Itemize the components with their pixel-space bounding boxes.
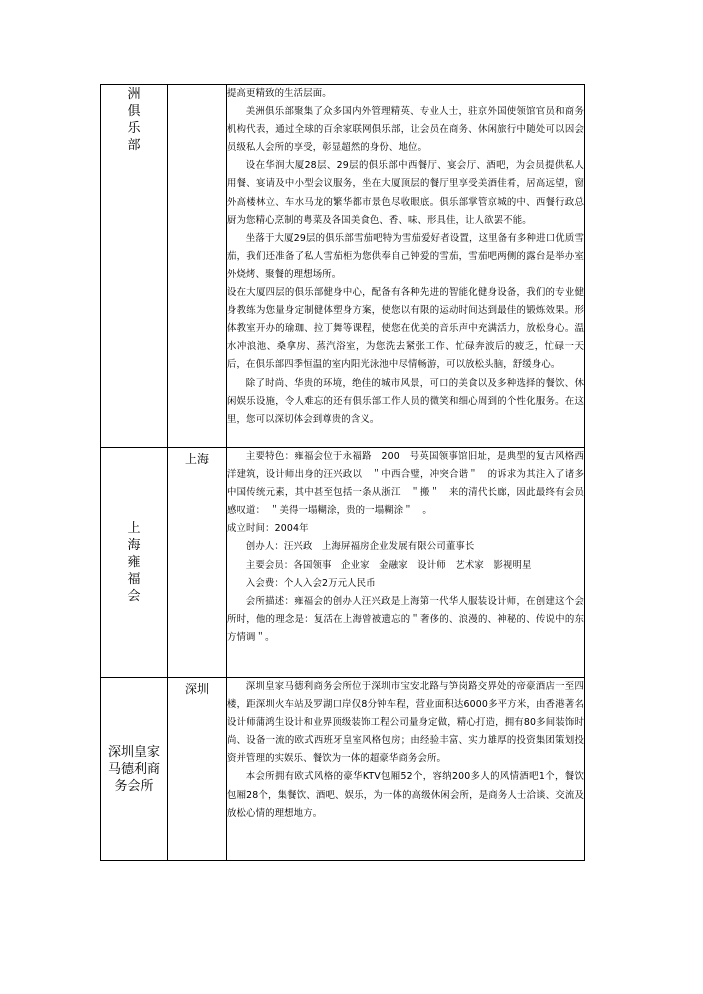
city-name: 深圳	[184, 682, 209, 696]
paragraph: 设在大厦四层的俱乐部健身中心，配备有各种先进的智能化健身设备，我们的专业健身教练为您量身定制健体塑身方案，使您以有限的运动时间达到最佳的锻炼效果。形体教室开办的瑜珈、拉丁舞等课程，使您在优美的音乐声中充满活力，放松身心。温水冲浪池、桑拿房、蒸汽浴室，为您洗去紧张工作、忙碌奔波后的疲乏，忙碌一天后，在俱乐部四季恒温的室内阳光泳池中尽情畅游，可以放松头脑，舒缓身心。	[227, 287, 584, 371]
paragraph: 会所描述：雍福会的创办人汪兴政是上海第一代华人服装设计师，在创建这个会所时，他的理念是：复活在上海曾被遗忘的＂奢侈的、浪漫的、神秘的、传说中的东方情调＂。	[227, 595, 584, 643]
paragraph: 本会所拥有欧式风格的豪华KTV包厢52个，容纳200多人的风情酒吧1个，餐饮包厢28个，集餐饮、酒吧、娱乐，为一体的高级休闲会所，是商务人士洽谈、交流及放松心情的理想地方。	[227, 771, 584, 819]
club-name-cell	[101, 678, 168, 861]
club-name-cell	[101, 85, 168, 448]
paragraph: 成立时间：2004年	[227, 523, 309, 535]
paragraph: 美洲俱乐部聚集了众多国内外管理精英、专业人士，驻京外国使领馆官员和商务机构代表，通过全球的百余家联网俱乐部，让会员在商务、休闲旅行中随处可以因会员级私人会所的享受，彰显超然的身份、地位。	[227, 106, 584, 154]
description-cell	[227, 85, 585, 448]
table-row	[101, 85, 585, 448]
paragraph: 坐落于大厦29层的俱乐部雪茄吧特为雪茄爱好者设置，这里备有多种进口优质雪茄，我们还准备了私人雪茄柜为您供奉自己钟爱的雪茄，雪茄吧两侧的露台是举办室外烧烤、聚餐的理想场所。	[227, 232, 584, 280]
paragraph: 除了时尚、华贵的环境，绝佳的城市风景，可口的美食以及多种选择的餐饮、休闲娱乐设施，令人难忘的还有俱乐部工作人员的微笑和细心周到的个性化服务。在这里，您可以深切体会到尊贵的含义。	[227, 377, 584, 425]
city-cell	[168, 678, 227, 861]
paragraph: 设在华润大厦28层、29层的俱乐部中西餐厅、宴会厅、酒吧，为会员提供私人用餐、宴请及中小型会议服务，坐在大厦顶层的餐厅里享受美酒佳肴，居高远望，窗外高楼林立、车水马龙的繁华都市景色尽收眼底。俱乐部掌管京城的中、西餐行政总厨为您精心烹制的粤菜及各国美食色、香、味、形具佳，让人欲罢不能。	[227, 160, 584, 226]
paragraph: 深圳皇家马德利商务会所位于深圳市宝安北路与笋岗路交界处的帝豪酒店一至四楼，距深圳火车站及罗湖口岸仅8分钟车程，营业面积达6000多平方米，由香港著名设计师蒲鸿生设计和业界顶级装饰工程公司量身定做，精心打造，拥有80多间装饰时尚、设备一流的欧式西班牙皇室风格包房；由经验丰富、实力雄厚的投资集团策划投资并管理的实娱乐、餐饮为一体的超豪华商务会所。	[227, 681, 584, 765]
club-name: 上海雍福会	[127, 521, 141, 604]
table-row	[101, 678, 585, 861]
club-name: 洲俱乐部	[127, 87, 141, 153]
club-name: 深圳皇家马德利商务会所	[107, 744, 160, 794]
club-name-cell	[101, 448, 168, 678]
paragraph: 入会费：个人入会2万元人民币	[245, 577, 376, 589]
city-cell	[168, 448, 227, 678]
clubs-table	[100, 84, 585, 861]
paragraph: 提高更精致的生活层面。	[227, 88, 332, 99]
city-name: 上海	[184, 452, 209, 466]
description-cell	[227, 448, 585, 678]
paragraph: 主要会员：各国领事 企业家 金融家 设计师 艺术家 影视明星	[245, 559, 532, 571]
city-cell	[168, 85, 227, 448]
table-row	[101, 448, 585, 678]
description-cell	[227, 678, 585, 861]
paragraph: 主要特色：雍福会位于永福路 200 号英国领事馆旧址，是典型的复古风格西洋建筑，设计师出身的汪兴政以 ＂中西合璧，冲突合谐＂ 的诉求为其注入了诸多中国传统元素，其中甚至包括一条从浙江 ＂搬＂ 来的清代长廊，因此最终有会员感叹道： ＂美得一塌糊涂，贵的一塌糊涂＂ 。	[227, 451, 584, 517]
paragraph: 创办人：汪兴政 上海屏福房企业发展有限公司董事长	[245, 541, 475, 553]
